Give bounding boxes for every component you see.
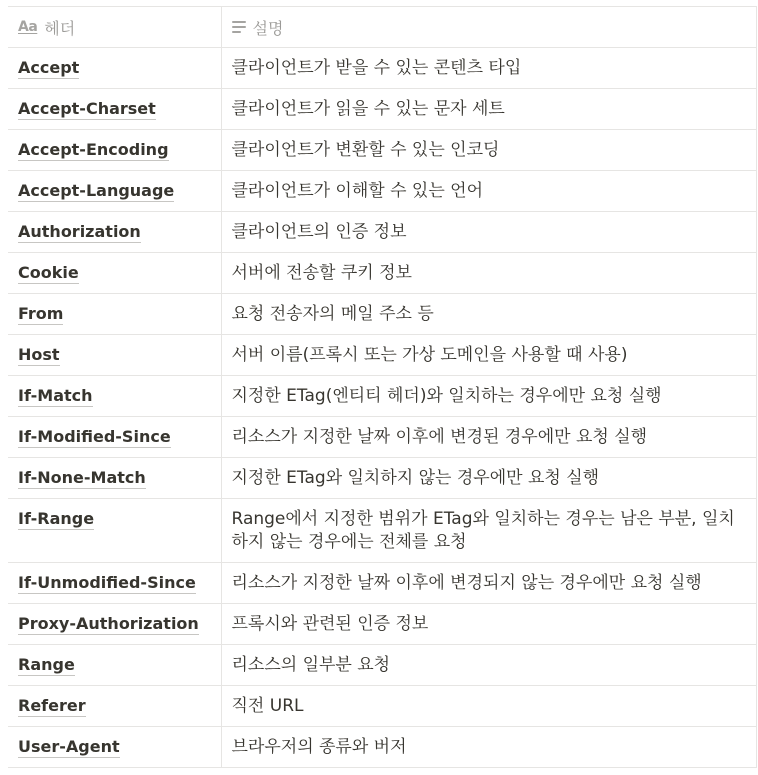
cell-description[interactable] [221, 604, 756, 645]
cell-description[interactable] [221, 417, 756, 458]
table-row [8, 376, 756, 417]
table-row [8, 458, 756, 499]
cell-header-name[interactable] [8, 253, 221, 294]
table-row [8, 89, 756, 130]
cell-description[interactable] [221, 335, 756, 376]
table-row [8, 727, 756, 768]
header-name-text[interactable]: From [18, 304, 64, 323]
database-table [8, 6, 756, 768]
cell-header-name[interactable] [8, 458, 221, 499]
table-row [8, 686, 756, 727]
cell-header-name[interactable] [8, 335, 221, 376]
cell-header-name[interactable] [8, 417, 221, 458]
description-text: 서버에 전송할 쿠키 정보 [231, 263, 412, 283]
description-text: 지정한 ETag(엔티티 헤더)와 일치하는 경우에만 요청 실행 [231, 386, 662, 406]
table-row [8, 253, 756, 294]
description-text: 지정한 ETag와 일치하지 않는 경우에만 요청 실행 [231, 468, 600, 488]
header-name-text[interactable]: Referer [18, 696, 86, 715]
table-row [8, 212, 756, 253]
header-name-text[interactable]: User-Agent [18, 737, 120, 756]
cell-description[interactable] [221, 727, 756, 768]
cell-description[interactable] [221, 645, 756, 686]
description-text: 서버 이름(프록시 또는 가상 도메인을 사용할 때 사용) [231, 345, 628, 365]
table-row [8, 417, 756, 458]
header-name-text[interactable]: Cookie [18, 263, 79, 282]
cell-description[interactable] [221, 171, 756, 212]
cell-header-name[interactable] [8, 563, 221, 604]
cell-header-name[interactable] [8, 727, 221, 768]
cell-header-name[interactable] [8, 686, 221, 727]
description-text: 클라이언트의 인증 정보 [231, 222, 407, 242]
cell-header-name[interactable] [8, 89, 221, 130]
header-name-text[interactable]: If-Unmodified-Since [18, 573, 196, 592]
description-text: 리소스의 일부분 요청 [231, 655, 391, 675]
cell-header-name[interactable] [8, 130, 221, 171]
cell-description[interactable] [221, 212, 756, 253]
text-property-icon [232, 21, 246, 33]
description-text: 클라이언트가 변환할 수 있는 인코딩 [231, 140, 500, 160]
table-row [8, 563, 756, 604]
cell-description[interactable] [221, 89, 756, 130]
table-row [8, 294, 756, 335]
description-text: 브라우저의 종류와 버저 [231, 737, 407, 757]
header-name-text[interactable]: Accept-Charset [18, 99, 156, 118]
header-name-text[interactable]: If-Range [18, 509, 95, 528]
header-name-text[interactable]: If-Match [18, 386, 93, 405]
cell-description[interactable] [221, 458, 756, 499]
cell-header-name[interactable] [8, 376, 221, 417]
cell-header-name[interactable] [8, 48, 221, 89]
header-name-text[interactable]: Accept [18, 58, 80, 77]
description-text: 리소스가 지정한 날짜 이후에 변경되지 않는 경우에만 요청 실행 [231, 573, 702, 593]
cell-description[interactable] [221, 376, 756, 417]
cell-header-name[interactable] [8, 171, 221, 212]
description-text: 클라이언트가 읽을 수 있는 문자 세트 [231, 99, 505, 119]
table-row [8, 130, 756, 171]
header-name-text[interactable]: Host [18, 345, 60, 364]
column-header-name[interactable] [8, 7, 221, 48]
table-row [8, 604, 756, 645]
header-name-text[interactable]: If-Modified-Since [18, 427, 171, 446]
header-name-text[interactable]: If-None-Match [18, 468, 146, 487]
description-text: 리소스가 지정한 날짜 이후에 변경된 경우에만 요청 실행 [231, 427, 648, 447]
cell-header-name[interactable] [8, 645, 221, 686]
description-text: Range에서 지정한 범위가 ETag와 일치하는 경우는 남은 부분, 일치하지 않는 경우에는 전체를 요청 [231, 509, 735, 552]
table-header-row [8, 7, 756, 48]
table-row [8, 645, 756, 686]
description-text: 직전 URL [231, 696, 304, 716]
cell-description[interactable] [221, 499, 756, 563]
column-header-label: 설명 [252, 18, 284, 38]
header-name-text[interactable]: Proxy-Authorization [18, 614, 199, 633]
column-header-label: 헤더 [44, 18, 76, 38]
cell-description[interactable] [221, 130, 756, 171]
cell-description[interactable] [221, 294, 756, 335]
table-row [8, 499, 756, 563]
column-header-description[interactable] [221, 7, 756, 48]
header-name-text[interactable]: Range [18, 655, 75, 674]
table-row [8, 171, 756, 212]
cell-header-name[interactable] [8, 294, 221, 335]
description-text: 프록시와 관련된 인증 정보 [231, 614, 429, 634]
cell-description[interactable] [221, 253, 756, 294]
description-text: 요청 전송자의 메일 주소 등 [231, 304, 434, 324]
description-text: 클라이언트가 이해할 수 있는 언어 [231, 181, 484, 201]
cell-description[interactable] [221, 563, 756, 604]
header-name-text[interactable]: Accept-Encoding [18, 140, 169, 159]
table-row [8, 48, 756, 89]
cell-description[interactable] [221, 686, 756, 727]
description-text: 클라이언트가 받을 수 있는 콘텐츠 타입 [231, 58, 522, 78]
cell-header-name[interactable] [8, 499, 221, 563]
http-request-headers-table [8, 6, 757, 768]
cell-description[interactable] [221, 48, 756, 89]
cell-header-name[interactable] [8, 212, 221, 253]
cell-header-name[interactable] [8, 604, 221, 645]
header-name-text[interactable]: Accept-Language [18, 181, 175, 200]
header-name-text[interactable]: Authorization [18, 222, 141, 241]
table-row [8, 335, 756, 376]
title-property-icon: Aa [18, 19, 38, 35]
